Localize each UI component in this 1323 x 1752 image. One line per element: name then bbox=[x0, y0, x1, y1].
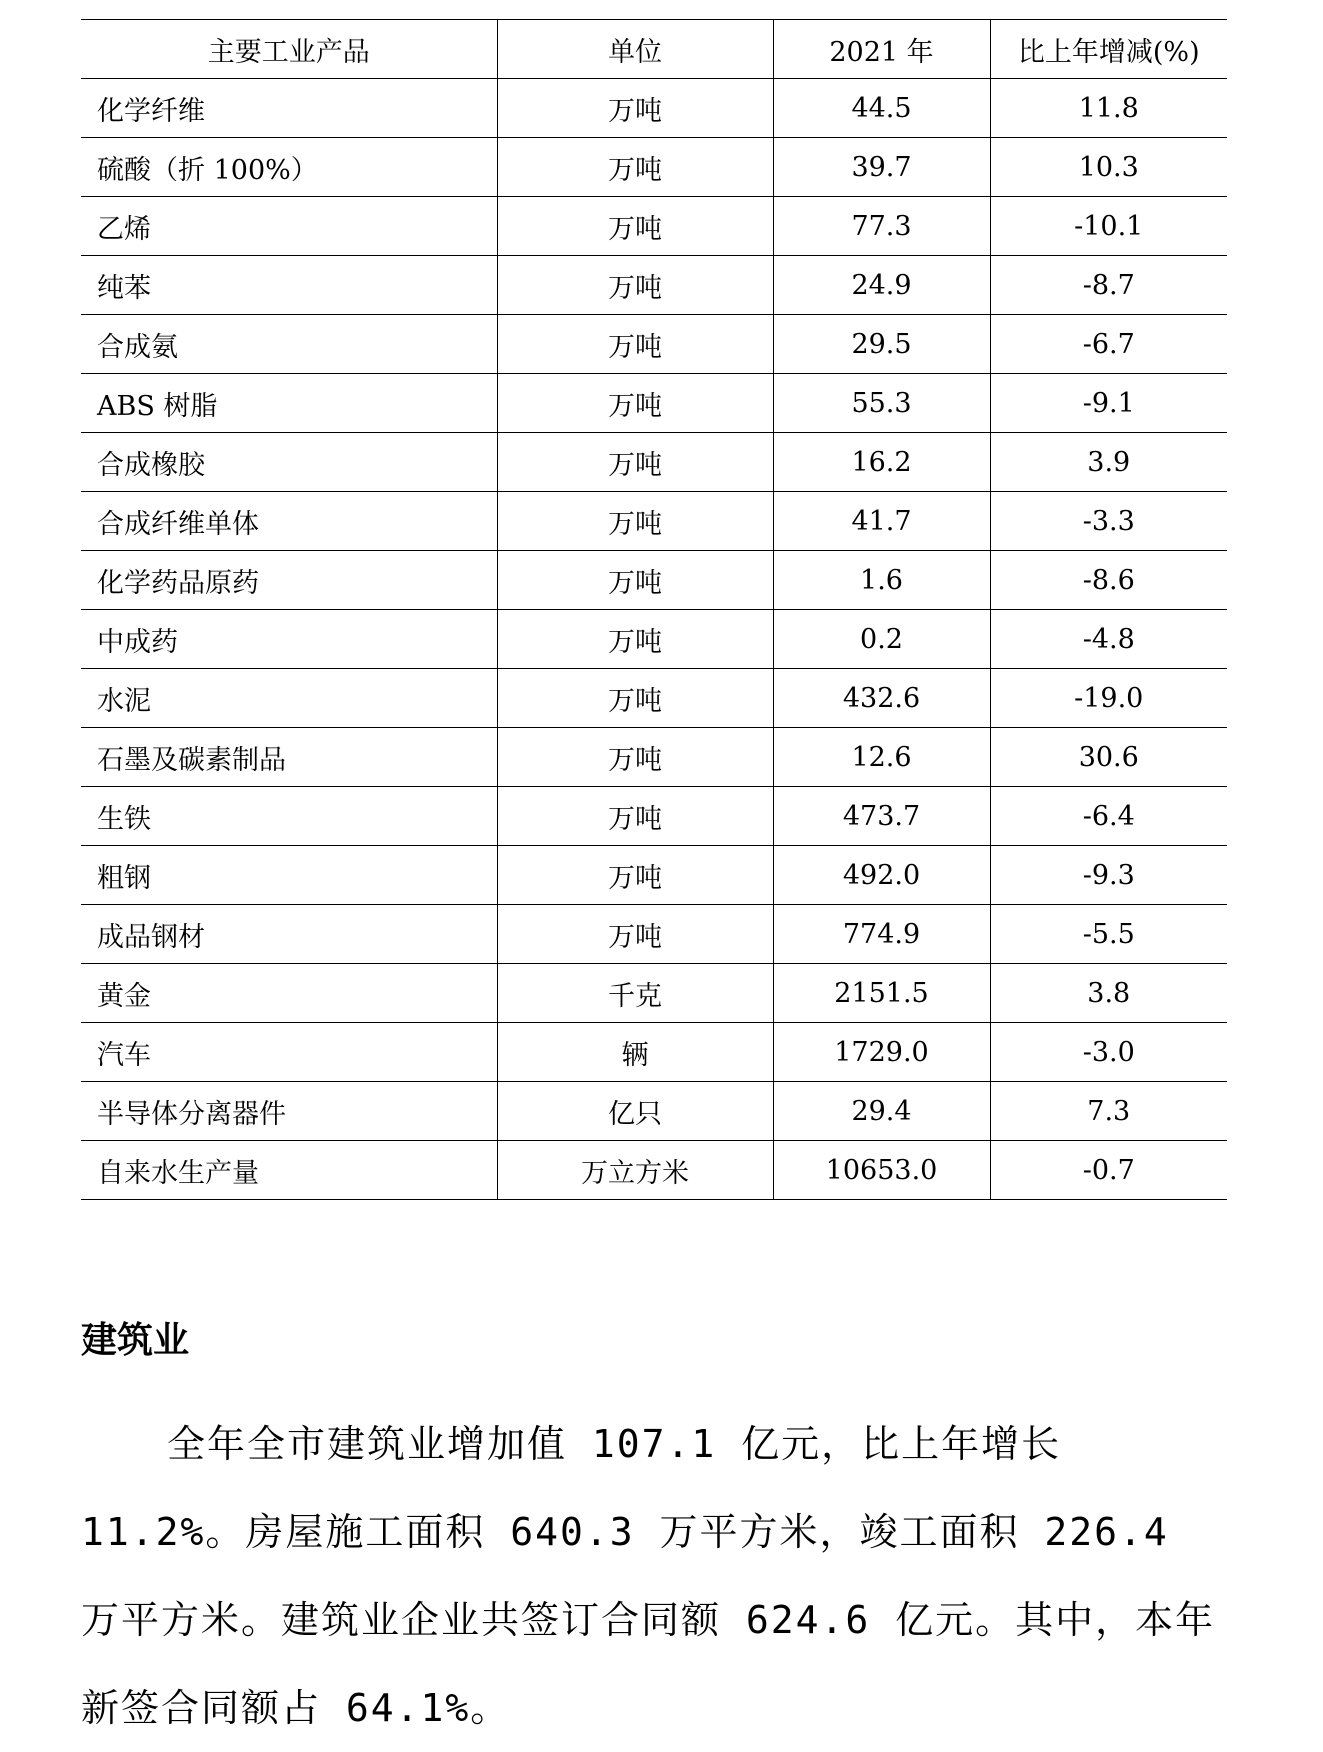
product-unit: 万吨 bbox=[497, 138, 773, 197]
header-unit: 单位 bbox=[497, 20, 773, 79]
product-output: 41.7 bbox=[773, 492, 990, 551]
product-output: 16.2 bbox=[773, 433, 990, 492]
product-change: 30.6 bbox=[990, 728, 1227, 787]
table-row bbox=[81, 315, 1227, 374]
product-output: 24.9 bbox=[773, 256, 990, 315]
product-unit: 万吨 bbox=[497, 846, 773, 905]
product-change: 7.3 bbox=[990, 1082, 1227, 1141]
construction-paragraph: 全年全市建筑业增加值 107.1 亿元，比上年增长 11.2%。房屋施工面积 640.3 万平方米，竣工面积 226.4 万平方米。建筑业企业共签订合同额 624.6 亿元。其中，本年新签合同额占 64.1%。 bbox=[81, 1422, 1216, 1730]
table-row bbox=[81, 669, 1227, 728]
product-name: 中成药 bbox=[81, 610, 497, 669]
product-name: 纯苯 bbox=[81, 256, 497, 315]
product-unit: 千克 bbox=[497, 964, 773, 1023]
product-output: 1729.0 bbox=[773, 1023, 990, 1082]
product-output: 1.6 bbox=[773, 551, 990, 610]
product-name: 化学药品原药 bbox=[81, 551, 497, 610]
product-unit: 万吨 bbox=[497, 492, 773, 551]
table-row bbox=[81, 610, 1227, 669]
table-row bbox=[81, 138, 1227, 197]
table-row bbox=[81, 1023, 1227, 1082]
header-product: 主要工业产品 bbox=[81, 20, 497, 79]
product-output: 432.6 bbox=[773, 669, 990, 728]
product-unit: 万吨 bbox=[497, 374, 773, 433]
product-unit: 万吨 bbox=[497, 728, 773, 787]
product-output: 77.3 bbox=[773, 197, 990, 256]
product-unit: 万吨 bbox=[497, 787, 773, 846]
table-row bbox=[81, 905, 1227, 964]
product-output: 0.2 bbox=[773, 610, 990, 669]
product-change: -5.5 bbox=[990, 905, 1227, 964]
product-change: 10.3 bbox=[990, 138, 1227, 197]
table-row bbox=[81, 197, 1227, 256]
product-name: 合成纤维单体 bbox=[81, 492, 497, 551]
product-name: 黄金 bbox=[81, 964, 497, 1023]
product-output: 10653.0 bbox=[773, 1141, 990, 1200]
product-name: 石墨及碳素制品 bbox=[81, 728, 497, 787]
table-row bbox=[81, 964, 1227, 1023]
header-change: 比上年增减(%) bbox=[990, 20, 1227, 79]
product-output: 774.9 bbox=[773, 905, 990, 964]
product-unit: 辆 bbox=[497, 1023, 773, 1082]
product-unit: 万吨 bbox=[497, 315, 773, 374]
product-name: 汽车 bbox=[81, 1023, 497, 1082]
table-row bbox=[81, 787, 1227, 846]
product-unit: 万吨 bbox=[497, 79, 773, 138]
product-output: 2151.5 bbox=[773, 964, 990, 1023]
product-output: 39.7 bbox=[773, 138, 990, 197]
table-row bbox=[81, 374, 1227, 433]
product-change: 3.8 bbox=[990, 964, 1227, 1023]
table-row bbox=[81, 551, 1227, 610]
product-name: 乙烯 bbox=[81, 197, 497, 256]
product-name: 成品钢材 bbox=[81, 905, 497, 964]
industrial-products-table bbox=[81, 19, 1227, 1200]
product-name: 合成橡胶 bbox=[81, 433, 497, 492]
product-change: -9.3 bbox=[990, 846, 1227, 905]
product-change: -4.8 bbox=[990, 610, 1227, 669]
product-unit: 万吨 bbox=[497, 256, 773, 315]
section-heading-construction: 建筑业 bbox=[81, 1320, 190, 1361]
product-unit: 万立方米 bbox=[497, 1141, 773, 1200]
product-name: ABS 树脂 bbox=[81, 374, 497, 433]
product-name: 水泥 bbox=[81, 669, 497, 728]
table-row bbox=[81, 433, 1227, 492]
product-unit: 万吨 bbox=[497, 197, 773, 256]
table-row bbox=[81, 492, 1227, 551]
product-output: 29.4 bbox=[773, 1082, 990, 1141]
product-change: -0.7 bbox=[990, 1141, 1227, 1200]
product-unit: 万吨 bbox=[497, 433, 773, 492]
product-name: 自来水生产量 bbox=[81, 1141, 497, 1200]
table-row bbox=[81, 728, 1227, 787]
product-change: 11.8 bbox=[990, 79, 1227, 138]
product-output: 492.0 bbox=[773, 846, 990, 905]
product-change: -10.1 bbox=[990, 197, 1227, 256]
product-change: -3.3 bbox=[990, 492, 1227, 551]
product-output: 55.3 bbox=[773, 374, 990, 433]
product-output: 29.5 bbox=[773, 315, 990, 374]
table-row bbox=[81, 256, 1227, 315]
table-header-row bbox=[81, 20, 1227, 79]
product-name: 硫酸（折 100%） bbox=[81, 138, 497, 197]
table-row bbox=[81, 1141, 1227, 1200]
product-output: 473.7 bbox=[773, 787, 990, 846]
product-change: -6.4 bbox=[990, 787, 1227, 846]
product-change: -6.7 bbox=[990, 315, 1227, 374]
product-change: -9.1 bbox=[990, 374, 1227, 433]
product-output: 44.5 bbox=[773, 79, 990, 138]
table-row bbox=[81, 846, 1227, 905]
product-unit: 万吨 bbox=[497, 610, 773, 669]
product-name: 化学纤维 bbox=[81, 79, 497, 138]
product-name: 粗钢 bbox=[81, 846, 497, 905]
product-unit: 万吨 bbox=[497, 669, 773, 728]
product-unit: 亿只 bbox=[497, 1082, 773, 1141]
product-name: 生铁 bbox=[81, 787, 497, 846]
table-row bbox=[81, 1082, 1227, 1141]
product-name: 合成氨 bbox=[81, 315, 497, 374]
product-change: -19.0 bbox=[990, 669, 1227, 728]
product-change: 3.9 bbox=[990, 433, 1227, 492]
product-unit: 万吨 bbox=[497, 551, 773, 610]
product-unit: 万吨 bbox=[497, 905, 773, 964]
product-name: 半导体分离器件 bbox=[81, 1082, 497, 1141]
header-year: 2021 年 bbox=[773, 20, 990, 79]
product-change: -8.7 bbox=[990, 256, 1227, 315]
product-output: 12.6 bbox=[773, 728, 990, 787]
product-change: -3.0 bbox=[990, 1023, 1227, 1082]
table-row bbox=[81, 79, 1227, 138]
product-change: -8.6 bbox=[990, 551, 1227, 610]
